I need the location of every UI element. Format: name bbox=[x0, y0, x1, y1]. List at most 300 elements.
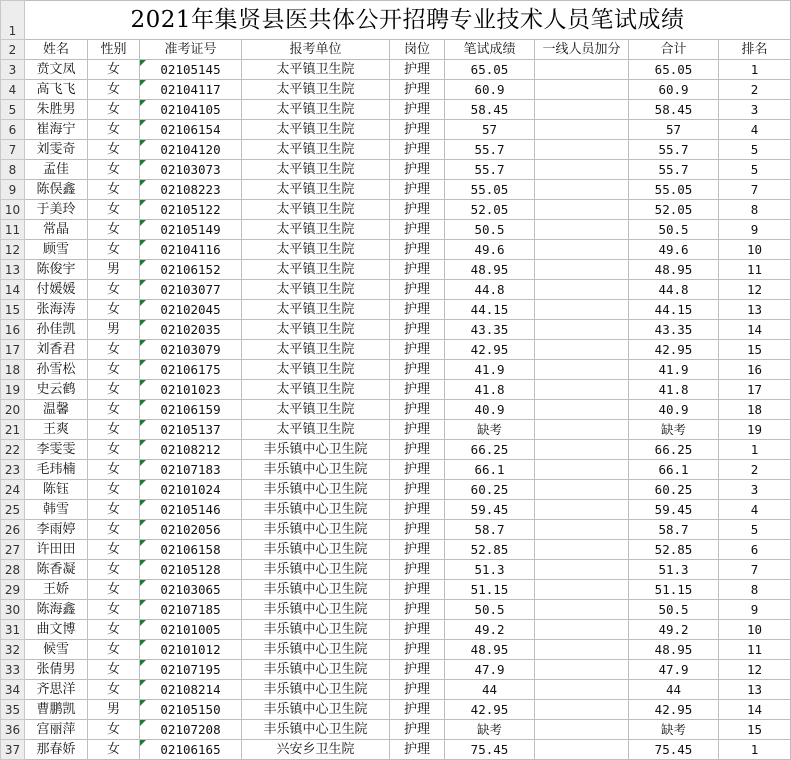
cell-exam-id[interactable]: 02105149 bbox=[140, 220, 242, 240]
cell-total[interactable]: 44 bbox=[629, 680, 719, 700]
cell-exam-id[interactable]: 02105128 bbox=[140, 560, 242, 580]
cell-score[interactable]: 缺考 bbox=[445, 420, 535, 440]
row-number[interactable]: 37 bbox=[1, 740, 25, 760]
cell-name[interactable]: 史云鹤 bbox=[25, 380, 88, 400]
cell-bonus[interactable] bbox=[535, 540, 629, 560]
sheet-title[interactable]: 2021年集贤县医共体公开招聘专业技术人员笔试成绩 bbox=[25, 1, 791, 40]
header-unit[interactable]: 报考单位 bbox=[242, 40, 390, 60]
cell-gender[interactable]: 女 bbox=[88, 440, 140, 460]
cell-unit[interactable]: 太平镇卫生院 bbox=[242, 360, 390, 380]
cell-gender[interactable]: 女 bbox=[88, 640, 140, 660]
cell-score[interactable]: 65.05 bbox=[445, 60, 535, 80]
cell-rank[interactable]: 7 bbox=[719, 560, 791, 580]
cell-total[interactable]: 59.45 bbox=[629, 500, 719, 520]
cell-total[interactable]: 43.35 bbox=[629, 320, 719, 340]
cell-gender[interactable]: 女 bbox=[88, 180, 140, 200]
cell-unit[interactable]: 太平镇卫生院 bbox=[242, 300, 390, 320]
cell-score[interactable]: 51.3 bbox=[445, 560, 535, 580]
row-number[interactable]: 9 bbox=[1, 180, 25, 200]
cell-post[interactable]: 护理 bbox=[390, 420, 445, 440]
cell-score[interactable]: 55.05 bbox=[445, 180, 535, 200]
row-number[interactable]: 23 bbox=[1, 460, 25, 480]
cell-rank[interactable]: 3 bbox=[719, 480, 791, 500]
cell-score[interactable]: 58.45 bbox=[445, 100, 535, 120]
cell-exam-id[interactable]: 02102035 bbox=[140, 320, 242, 340]
cell-unit[interactable]: 丰乐镇中心卫生院 bbox=[242, 500, 390, 520]
cell-post[interactable]: 护理 bbox=[390, 680, 445, 700]
cell-exam-id[interactable]: 02101023 bbox=[140, 380, 242, 400]
cell-bonus[interactable] bbox=[535, 680, 629, 700]
cell-rank[interactable]: 14 bbox=[719, 700, 791, 720]
cell-bonus[interactable] bbox=[535, 240, 629, 260]
cell-exam-id[interactable]: 02107195 bbox=[140, 660, 242, 680]
cell-post[interactable]: 护理 bbox=[390, 600, 445, 620]
cell-total[interactable]: 55.7 bbox=[629, 140, 719, 160]
row-number[interactable]: 33 bbox=[1, 660, 25, 680]
cell-score[interactable]: 50.5 bbox=[445, 600, 535, 620]
cell-name[interactable]: 贲文凤 bbox=[25, 60, 88, 80]
cell-gender[interactable]: 女 bbox=[88, 460, 140, 480]
cell-score[interactable]: 58.7 bbox=[445, 520, 535, 540]
cell-bonus[interactable] bbox=[535, 640, 629, 660]
cell-unit[interactable]: 丰乐镇中心卫生院 bbox=[242, 580, 390, 600]
row-number[interactable]: 35 bbox=[1, 700, 25, 720]
cell-bonus[interactable] bbox=[535, 600, 629, 620]
cell-bonus[interactable] bbox=[535, 740, 629, 760]
cell-score[interactable]: 42.95 bbox=[445, 340, 535, 360]
cell-name[interactable]: 那春娇 bbox=[25, 740, 88, 760]
cell-unit[interactable]: 太平镇卫生院 bbox=[242, 120, 390, 140]
header-gender[interactable]: 性别 bbox=[88, 40, 140, 60]
row-number[interactable]: 13 bbox=[1, 260, 25, 280]
cell-post[interactable]: 护理 bbox=[390, 180, 445, 200]
cell-total[interactable]: 缺考 bbox=[629, 720, 719, 740]
cell-score[interactable]: 44.8 bbox=[445, 280, 535, 300]
cell-unit[interactable]: 太平镇卫生院 bbox=[242, 140, 390, 160]
cell-score[interactable]: 48.95 bbox=[445, 260, 535, 280]
cell-name[interactable]: 孙佳凯 bbox=[25, 320, 88, 340]
cell-name[interactable]: 陈海鑫 bbox=[25, 600, 88, 620]
cell-post[interactable]: 护理 bbox=[390, 200, 445, 220]
cell-post[interactable]: 护理 bbox=[390, 260, 445, 280]
cell-bonus[interactable] bbox=[535, 100, 629, 120]
cell-bonus[interactable] bbox=[535, 420, 629, 440]
cell-rank[interactable]: 12 bbox=[719, 280, 791, 300]
cell-post[interactable]: 护理 bbox=[390, 300, 445, 320]
cell-total[interactable]: 55.05 bbox=[629, 180, 719, 200]
cell-gender[interactable]: 男 bbox=[88, 700, 140, 720]
cell-exam-id[interactable]: 02103079 bbox=[140, 340, 242, 360]
cell-bonus[interactable] bbox=[535, 360, 629, 380]
cell-name[interactable]: 陈俊宇 bbox=[25, 260, 88, 280]
row-number[interactable]: 6 bbox=[1, 120, 25, 140]
cell-name[interactable]: 齐思洋 bbox=[25, 680, 88, 700]
cell-total[interactable]: 48.95 bbox=[629, 260, 719, 280]
cell-post[interactable]: 护理 bbox=[390, 540, 445, 560]
cell-total[interactable]: 49.6 bbox=[629, 240, 719, 260]
cell-total[interactable]: 57 bbox=[629, 120, 719, 140]
cell-rank[interactable]: 19 bbox=[719, 420, 791, 440]
cell-rank[interactable]: 18 bbox=[719, 400, 791, 420]
cell-bonus[interactable] bbox=[535, 580, 629, 600]
cell-unit[interactable]: 太平镇卫生院 bbox=[242, 340, 390, 360]
cell-bonus[interactable] bbox=[535, 660, 629, 680]
cell-unit[interactable]: 太平镇卫生院 bbox=[242, 280, 390, 300]
cell-name[interactable]: 孙雪松 bbox=[25, 360, 88, 380]
row-number[interactable]: 12 bbox=[1, 240, 25, 260]
cell-exam-id[interactable]: 02104120 bbox=[140, 140, 242, 160]
cell-exam-id[interactable]: 02104117 bbox=[140, 80, 242, 100]
cell-name[interactable]: 陈俣鑫 bbox=[25, 180, 88, 200]
cell-exam-id[interactable]: 02101024 bbox=[140, 480, 242, 500]
cell-score[interactable]: 59.45 bbox=[445, 500, 535, 520]
cell-unit[interactable]: 太平镇卫生院 bbox=[242, 160, 390, 180]
cell-post[interactable]: 护理 bbox=[390, 280, 445, 300]
header-rank[interactable]: 排名 bbox=[719, 40, 791, 60]
row-number[interactable]: 29 bbox=[1, 580, 25, 600]
cell-unit[interactable]: 太平镇卫生院 bbox=[242, 260, 390, 280]
cell-rank[interactable]: 2 bbox=[719, 460, 791, 480]
cell-total[interactable]: 60.9 bbox=[629, 80, 719, 100]
cell-gender[interactable]: 男 bbox=[88, 260, 140, 280]
header-total[interactable]: 合计 bbox=[629, 40, 719, 60]
cell-name[interactable]: 刘雯奇 bbox=[25, 140, 88, 160]
cell-gender[interactable]: 女 bbox=[88, 200, 140, 220]
cell-post[interactable]: 护理 bbox=[390, 560, 445, 580]
cell-gender[interactable]: 男 bbox=[88, 320, 140, 340]
cell-post[interactable]: 护理 bbox=[390, 120, 445, 140]
cell-total[interactable]: 75.45 bbox=[629, 740, 719, 760]
cell-gender[interactable]: 女 bbox=[88, 540, 140, 560]
cell-exam-id[interactable]: 02106165 bbox=[140, 740, 242, 760]
cell-rank[interactable]: 9 bbox=[719, 600, 791, 620]
row-number[interactable]: 14 bbox=[1, 280, 25, 300]
cell-post[interactable]: 护理 bbox=[390, 740, 445, 760]
cell-post[interactable]: 护理 bbox=[390, 160, 445, 180]
cell-name[interactable]: 候雪 bbox=[25, 640, 88, 660]
cell-unit[interactable]: 丰乐镇中心卫生院 bbox=[242, 640, 390, 660]
cell-unit[interactable]: 太平镇卫生院 bbox=[242, 180, 390, 200]
cell-name[interactable]: 王爽 bbox=[25, 420, 88, 440]
cell-post[interactable]: 护理 bbox=[390, 340, 445, 360]
cell-exam-id[interactable]: 02107183 bbox=[140, 460, 242, 480]
cell-rank[interactable]: 5 bbox=[719, 140, 791, 160]
cell-gender[interactable]: 女 bbox=[88, 680, 140, 700]
cell-exam-id[interactable]: 02102045 bbox=[140, 300, 242, 320]
cell-name[interactable]: 朱胜男 bbox=[25, 100, 88, 120]
cell-total[interactable]: 42.95 bbox=[629, 340, 719, 360]
cell-exam-id[interactable]: 02104105 bbox=[140, 100, 242, 120]
cell-gender[interactable]: 女 bbox=[88, 740, 140, 760]
cell-post[interactable]: 护理 bbox=[390, 360, 445, 380]
cell-name[interactable]: 陈香凝 bbox=[25, 560, 88, 580]
cell-name[interactable]: 孟佳 bbox=[25, 160, 88, 180]
cell-bonus[interactable] bbox=[535, 120, 629, 140]
cell-name[interactable]: 李雨婷 bbox=[25, 520, 88, 540]
cell-bonus[interactable] bbox=[535, 60, 629, 80]
cell-gender[interactable]: 女 bbox=[88, 420, 140, 440]
cell-exam-id[interactable]: 02106152 bbox=[140, 260, 242, 280]
cell-score[interactable]: 42.95 bbox=[445, 700, 535, 720]
cell-score[interactable]: 49.2 bbox=[445, 620, 535, 640]
row-number[interactable]: 16 bbox=[1, 320, 25, 340]
cell-post[interactable]: 护理 bbox=[390, 140, 445, 160]
cell-bonus[interactable] bbox=[535, 180, 629, 200]
cell-post[interactable]: 护理 bbox=[390, 400, 445, 420]
cell-exam-id[interactable]: 02105146 bbox=[140, 500, 242, 520]
cell-gender[interactable]: 女 bbox=[88, 620, 140, 640]
cell-score[interactable]: 47.9 bbox=[445, 660, 535, 680]
cell-rank[interactable]: 17 bbox=[719, 380, 791, 400]
cell-bonus[interactable] bbox=[535, 480, 629, 500]
cell-rank[interactable]: 6 bbox=[719, 540, 791, 560]
cell-bonus[interactable] bbox=[535, 140, 629, 160]
cell-rank[interactable]: 15 bbox=[719, 720, 791, 740]
cell-unit[interactable]: 丰乐镇中心卫生院 bbox=[242, 720, 390, 740]
cell-post[interactable]: 护理 bbox=[390, 480, 445, 500]
cell-rank[interactable]: 10 bbox=[719, 240, 791, 260]
cell-bonus[interactable] bbox=[535, 280, 629, 300]
cell-exam-id[interactable]: 02103077 bbox=[140, 280, 242, 300]
row-number[interactable]: 7 bbox=[1, 140, 25, 160]
row-number[interactable]: 22 bbox=[1, 440, 25, 460]
cell-post[interactable]: 护理 bbox=[390, 60, 445, 80]
cell-name[interactable]: 王娇 bbox=[25, 580, 88, 600]
cell-rank[interactable]: 11 bbox=[719, 260, 791, 280]
cell-gender[interactable]: 女 bbox=[88, 380, 140, 400]
cell-bonus[interactable] bbox=[535, 520, 629, 540]
cell-total[interactable]: 66.1 bbox=[629, 460, 719, 480]
cell-exam-id[interactable]: 02108223 bbox=[140, 180, 242, 200]
cell-name[interactable]: 付媛媛 bbox=[25, 280, 88, 300]
row-number[interactable]: 32 bbox=[1, 640, 25, 660]
cell-unit[interactable]: 丰乐镇中心卫生院 bbox=[242, 460, 390, 480]
cell-bonus[interactable] bbox=[535, 440, 629, 460]
cell-total[interactable]: 60.25 bbox=[629, 480, 719, 500]
cell-unit[interactable]: 太平镇卫生院 bbox=[242, 240, 390, 260]
cell-name[interactable]: 崔海宁 bbox=[25, 120, 88, 140]
row-number[interactable]: 18 bbox=[1, 360, 25, 380]
row-number[interactable]: 36 bbox=[1, 720, 25, 740]
cell-gender[interactable]: 女 bbox=[88, 400, 140, 420]
cell-exam-id[interactable]: 02108212 bbox=[140, 440, 242, 460]
cell-score[interactable]: 75.45 bbox=[445, 740, 535, 760]
cell-name[interactable]: 陈钰 bbox=[25, 480, 88, 500]
cell-rank[interactable]: 13 bbox=[719, 680, 791, 700]
cell-unit[interactable]: 太平镇卫生院 bbox=[242, 220, 390, 240]
cell-unit[interactable]: 丰乐镇中心卫生院 bbox=[242, 700, 390, 720]
cell-post[interactable]: 护理 bbox=[390, 320, 445, 340]
cell-unit[interactable]: 太平镇卫生院 bbox=[242, 420, 390, 440]
row-number[interactable]: 31 bbox=[1, 620, 25, 640]
cell-exam-id[interactable]: 02104116 bbox=[140, 240, 242, 260]
cell-bonus[interactable] bbox=[535, 260, 629, 280]
cell-unit[interactable]: 太平镇卫生院 bbox=[242, 380, 390, 400]
cell-total[interactable]: 47.9 bbox=[629, 660, 719, 680]
cell-exam-id[interactable]: 02101005 bbox=[140, 620, 242, 640]
header-score[interactable]: 笔试成绩 bbox=[445, 40, 535, 60]
header-name[interactable]: 姓名 bbox=[25, 40, 88, 60]
cell-exam-id[interactable]: 02105137 bbox=[140, 420, 242, 440]
cell-rank[interactable]: 8 bbox=[719, 580, 791, 600]
cell-exam-id[interactable]: 02105145 bbox=[140, 60, 242, 80]
cell-total[interactable]: 50.5 bbox=[629, 220, 719, 240]
row-number[interactable]: 34 bbox=[1, 680, 25, 700]
cell-total[interactable]: 55.7 bbox=[629, 160, 719, 180]
cell-total[interactable]: 49.2 bbox=[629, 620, 719, 640]
cell-name[interactable]: 顾雪 bbox=[25, 240, 88, 260]
cell-bonus[interactable] bbox=[535, 460, 629, 480]
cell-rank[interactable]: 10 bbox=[719, 620, 791, 640]
cell-score[interactable]: 60.25 bbox=[445, 480, 535, 500]
cell-rank[interactable]: 1 bbox=[719, 740, 791, 760]
cell-unit[interactable]: 太平镇卫生院 bbox=[242, 200, 390, 220]
cell-total[interactable]: 41.9 bbox=[629, 360, 719, 380]
cell-bonus[interactable] bbox=[535, 700, 629, 720]
cell-gender[interactable]: 女 bbox=[88, 660, 140, 680]
cell-total[interactable]: 41.8 bbox=[629, 380, 719, 400]
cell-bonus[interactable] bbox=[535, 380, 629, 400]
cell-unit[interactable]: 丰乐镇中心卫生院 bbox=[242, 620, 390, 640]
cell-bonus[interactable] bbox=[535, 340, 629, 360]
cell-rank[interactable]: 4 bbox=[719, 120, 791, 140]
cell-rank[interactable]: 9 bbox=[719, 220, 791, 240]
cell-total[interactable]: 缺考 bbox=[629, 420, 719, 440]
cell-gender[interactable]: 女 bbox=[88, 480, 140, 500]
cell-exam-id[interactable]: 02108214 bbox=[140, 680, 242, 700]
row-number[interactable]: 21 bbox=[1, 420, 25, 440]
row-number[interactable]: 27 bbox=[1, 540, 25, 560]
cell-bonus[interactable] bbox=[535, 720, 629, 740]
row-number[interactable]: 8 bbox=[1, 160, 25, 180]
cell-rank[interactable]: 1 bbox=[719, 440, 791, 460]
cell-post[interactable]: 护理 bbox=[390, 660, 445, 680]
cell-exam-id[interactable]: 02106158 bbox=[140, 540, 242, 560]
cell-total[interactable]: 40.9 bbox=[629, 400, 719, 420]
cell-unit[interactable]: 丰乐镇中心卫生院 bbox=[242, 660, 390, 680]
cell-name[interactable]: 于美玲 bbox=[25, 200, 88, 220]
row-number[interactable]: 11 bbox=[1, 220, 25, 240]
cell-unit[interactable]: 丰乐镇中心卫生院 bbox=[242, 520, 390, 540]
cell-rank[interactable]: 12 bbox=[719, 660, 791, 680]
cell-rank[interactable]: 5 bbox=[719, 160, 791, 180]
cell-name[interactable]: 高飞飞 bbox=[25, 80, 88, 100]
cell-score[interactable]: 50.5 bbox=[445, 220, 535, 240]
cell-name[interactable]: 宫丽萍 bbox=[25, 720, 88, 740]
cell-unit[interactable]: 太平镇卫生院 bbox=[242, 320, 390, 340]
cell-total[interactable]: 52.05 bbox=[629, 200, 719, 220]
cell-gender[interactable]: 女 bbox=[88, 600, 140, 620]
row-number[interactable]: 3 bbox=[1, 60, 25, 80]
cell-score[interactable]: 66.25 bbox=[445, 440, 535, 460]
row-number[interactable]: 1 bbox=[1, 1, 25, 40]
row-number[interactable]: 2 bbox=[1, 40, 25, 60]
cell-rank[interactable]: 11 bbox=[719, 640, 791, 660]
cell-total[interactable]: 58.7 bbox=[629, 520, 719, 540]
cell-exam-id[interactable]: 02101012 bbox=[140, 640, 242, 660]
cell-name[interactable]: 温馨 bbox=[25, 400, 88, 420]
cell-score[interactable]: 43.35 bbox=[445, 320, 535, 340]
cell-name[interactable]: 常晶 bbox=[25, 220, 88, 240]
cell-bonus[interactable] bbox=[535, 80, 629, 100]
header-exam-id[interactable]: 准考证号 bbox=[140, 40, 242, 60]
cell-score[interactable]: 41.8 bbox=[445, 380, 535, 400]
cell-rank[interactable]: 2 bbox=[719, 80, 791, 100]
cell-post[interactable]: 护理 bbox=[390, 580, 445, 600]
cell-gender[interactable]: 女 bbox=[88, 360, 140, 380]
cell-score[interactable]: 缺考 bbox=[445, 720, 535, 740]
cell-post[interactable]: 护理 bbox=[390, 220, 445, 240]
cell-bonus[interactable] bbox=[535, 500, 629, 520]
cell-gender[interactable]: 女 bbox=[88, 220, 140, 240]
cell-rank[interactable]: 16 bbox=[719, 360, 791, 380]
cell-exam-id[interactable]: 02106175 bbox=[140, 360, 242, 380]
cell-exam-id[interactable]: 02107185 bbox=[140, 600, 242, 620]
cell-total[interactable]: 58.45 bbox=[629, 100, 719, 120]
cell-score[interactable]: 44.15 bbox=[445, 300, 535, 320]
row-number[interactable]: 5 bbox=[1, 100, 25, 120]
cell-bonus[interactable] bbox=[535, 300, 629, 320]
cell-post[interactable]: 护理 bbox=[390, 640, 445, 660]
cell-score[interactable]: 55.7 bbox=[445, 140, 535, 160]
cell-bonus[interactable] bbox=[535, 200, 629, 220]
cell-gender[interactable]: 女 bbox=[88, 300, 140, 320]
cell-unit[interactable]: 丰乐镇中心卫生院 bbox=[242, 560, 390, 580]
cell-unit[interactable]: 丰乐镇中心卫生院 bbox=[242, 480, 390, 500]
cell-total[interactable]: 52.85 bbox=[629, 540, 719, 560]
cell-post[interactable]: 护理 bbox=[390, 620, 445, 640]
cell-unit[interactable]: 丰乐镇中心卫生院 bbox=[242, 680, 390, 700]
cell-name[interactable]: 曹鹏凯 bbox=[25, 700, 88, 720]
row-number[interactable]: 28 bbox=[1, 560, 25, 580]
cell-gender[interactable]: 女 bbox=[88, 340, 140, 360]
cell-unit[interactable]: 太平镇卫生院 bbox=[242, 400, 390, 420]
cell-gender[interactable]: 女 bbox=[88, 580, 140, 600]
cell-gender[interactable]: 女 bbox=[88, 520, 140, 540]
cell-bonus[interactable] bbox=[535, 620, 629, 640]
cell-post[interactable]: 护理 bbox=[390, 460, 445, 480]
row-number[interactable]: 4 bbox=[1, 80, 25, 100]
cell-unit[interactable]: 丰乐镇中心卫生院 bbox=[242, 540, 390, 560]
cell-unit[interactable]: 太平镇卫生院 bbox=[242, 100, 390, 120]
cell-post[interactable]: 护理 bbox=[390, 100, 445, 120]
cell-exam-id[interactable]: 02103065 bbox=[140, 580, 242, 600]
cell-rank[interactable]: 5 bbox=[719, 520, 791, 540]
cell-name[interactable]: 许田田 bbox=[25, 540, 88, 560]
row-number[interactable]: 15 bbox=[1, 300, 25, 320]
cell-name[interactable]: 张倩男 bbox=[25, 660, 88, 680]
cell-gender[interactable]: 女 bbox=[88, 80, 140, 100]
cell-total[interactable]: 66.25 bbox=[629, 440, 719, 460]
header-post[interactable]: 岗位 bbox=[390, 40, 445, 60]
row-number[interactable]: 20 bbox=[1, 400, 25, 420]
cell-rank[interactable]: 7 bbox=[719, 180, 791, 200]
cell-post[interactable]: 护理 bbox=[390, 500, 445, 520]
cell-post[interactable]: 护理 bbox=[390, 720, 445, 740]
cell-post[interactable]: 护理 bbox=[390, 240, 445, 260]
cell-score[interactable]: 55.7 bbox=[445, 160, 535, 180]
cell-score[interactable]: 52.05 bbox=[445, 200, 535, 220]
cell-bonus[interactable] bbox=[535, 220, 629, 240]
cell-unit[interactable]: 丰乐镇中心卫生院 bbox=[242, 440, 390, 460]
cell-gender[interactable]: 女 bbox=[88, 720, 140, 740]
cell-exam-id[interactable]: 02102056 bbox=[140, 520, 242, 540]
cell-score[interactable]: 60.9 bbox=[445, 80, 535, 100]
row-number[interactable]: 17 bbox=[1, 340, 25, 360]
cell-exam-id[interactable]: 02103073 bbox=[140, 160, 242, 180]
row-number[interactable]: 26 bbox=[1, 520, 25, 540]
cell-name[interactable]: 刘香君 bbox=[25, 340, 88, 360]
